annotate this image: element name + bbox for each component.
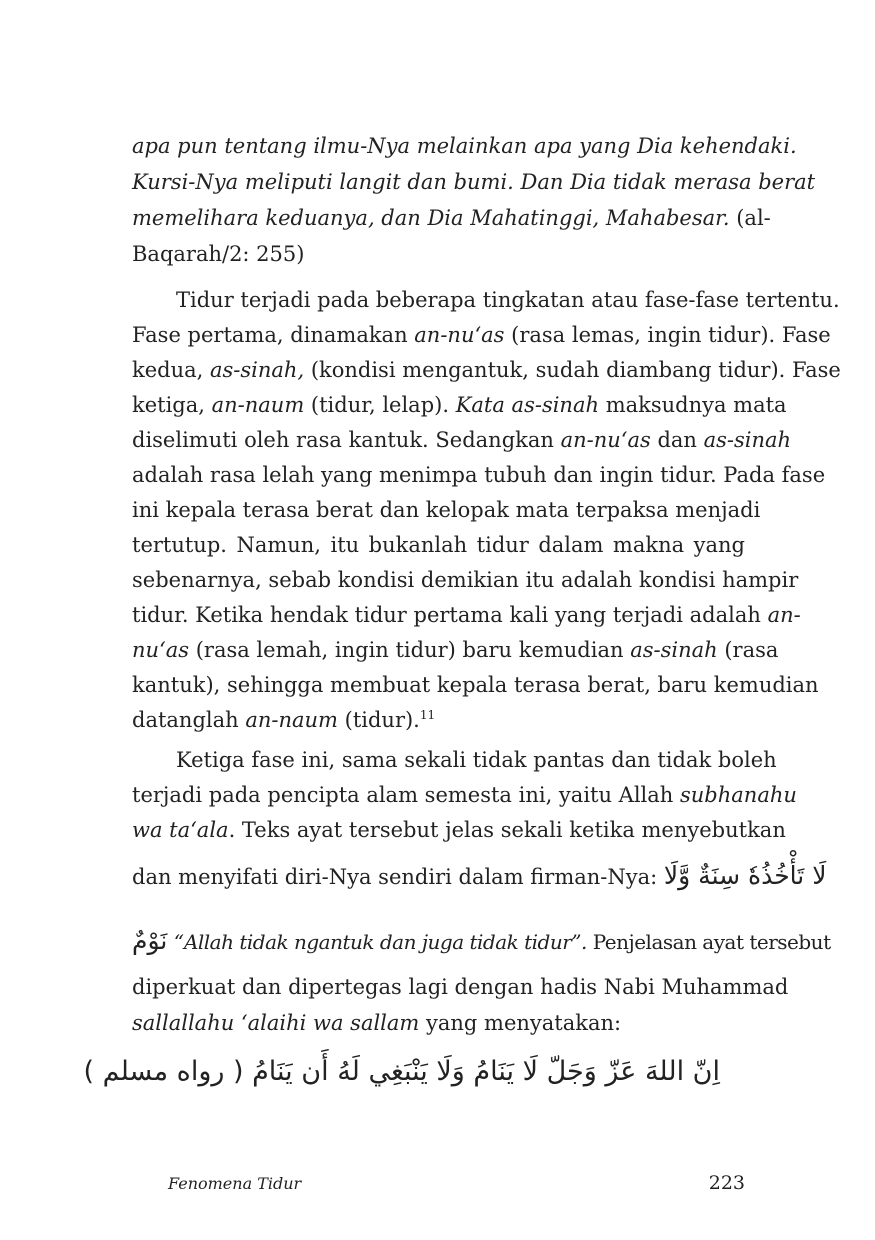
text: (kondisi mengantuk, sudah diambang tidur). Fase [304,358,841,382]
text: Penjelasan ayat tersebut [586,930,831,954]
text: diselimuti oleh rasa kantuk. Sedangkan [132,428,561,452]
term: as-sinah [703,428,792,452]
quote-line: apa pun tentang ilmu-Nya melainkan apa yang Dia kehendaki. [132,134,797,158]
paragraph-line [132,597,801,633]
paragraph-line: adalah rasa lelah yang menimpa tubuh dan ingin tidur. Pada fase [132,463,826,487]
hadith-arabic: اِنّ اللهَ عَزّ وَجَلّ لَا يَنَامُ وَلَا يَنْبَغِي لَهُ أَن يَنَامُ ( رواه مسلم ) [83,1056,720,1087]
term: an-naum [211,393,305,417]
paragraph-line [132,777,797,813]
arabic-verse: نَوْمٌ [132,926,168,955]
quote-text: memelihara keduanya, dan Dia Mahatinggi, Mahabesar. [132,206,730,230]
text: (tidur). [337,708,420,732]
text: datanglah [132,708,246,732]
paragraph-line [132,1005,745,1041]
paragraph-line [132,921,831,961]
term: wa ta‘ala [132,818,229,842]
text: . Teks ayat tersebut jelas sekali ketika menyebutkan [228,818,786,842]
paragraph-line: Tidur terjadi pada beberapa tingkatan atau fase-fase tertentu. [176,288,840,312]
text: (rasa [717,638,779,662]
paragraph-line [132,632,779,668]
text: ketiga, [132,393,212,417]
paragraph-line: Ketiga fase ini, sama sekali tidak pantas dan tidak boleh [176,748,777,772]
paragraph-line: ini kepala terasa berat dan kelopak mata terpaksa menjadi [132,498,761,522]
term: sallallahu ‘alaihi wa sallam [132,1011,420,1035]
term: Kata as-sinah [455,393,600,417]
text: maksudnya mata [599,393,787,417]
paragraph-line [132,812,786,848]
text: terjadi pada pencipta alam semesta ini, yaitu Allah [132,783,680,807]
arabic-verse: لَا تَأْخُذُهٗ سِنَةٌ وَّلَا [663,861,827,890]
text: (rasa lemas, ingin tidur). Fase [504,323,831,347]
term: an- [767,603,801,627]
quote-citation: (al- [736,206,771,230]
term: as-sinah [630,638,718,662]
term: an-naum [245,708,338,732]
paragraph-line [132,387,787,423]
running-footer-title: Fenomena Tidur [168,1174,302,1193]
translation: “Allah tidak ngantuk dan juga tidak tidur”. [167,930,587,954]
paragraph-line [132,856,827,896]
term: nu‘as [132,638,190,662]
term: an-nu‘as [560,428,651,452]
text: Fase pertama, dinamakan [132,323,415,347]
text: dan [650,428,704,452]
paragraph-line: tertutup. Namun, itu bukanlah tidur dalam makna yang [132,533,745,557]
text: (rasa lemah, ingin tidur) baru kemudian [189,638,631,662]
term: as-sinah, [210,358,305,382]
term: an-nu‘as [414,323,505,347]
paragraph-line [132,317,831,353]
paragraph-line [132,702,745,738]
paragraph-line: sebenarnya, sebab kondisi demikian itu adalah kondisi hampir [132,568,799,592]
term: subhanahu [680,783,797,807]
text: dan menyifati diri-Nya sendiri dalam firman-Nya: [132,865,664,889]
page-number: 223 [708,1172,745,1194]
quote-citation: Baqarah/2: 255) [132,242,305,266]
quote-line [132,200,771,236]
footnote-ref: 11 [419,708,436,722]
text: kedua, [132,358,210,382]
paragraph-line: kantuk), sehingga membuat kepala terasa berat, baru kemudian [132,673,819,697]
paragraph-line [132,352,841,388]
paragraph-line: diperkuat dan dipertegas lagi dengan hadis Nabi Muhammad [132,975,789,999]
text: (tidur, lelap). [304,393,456,417]
text: yang menyatakan: [419,1011,622,1035]
paragraph-line [132,422,792,458]
quote-line: Kursi-Nya meliputi langit dan bumi. Dan Dia tidak merasa berat [132,170,816,194]
text: tidur. Ketika hendak tidur pertama kali yang terjadi adalah [132,603,768,627]
